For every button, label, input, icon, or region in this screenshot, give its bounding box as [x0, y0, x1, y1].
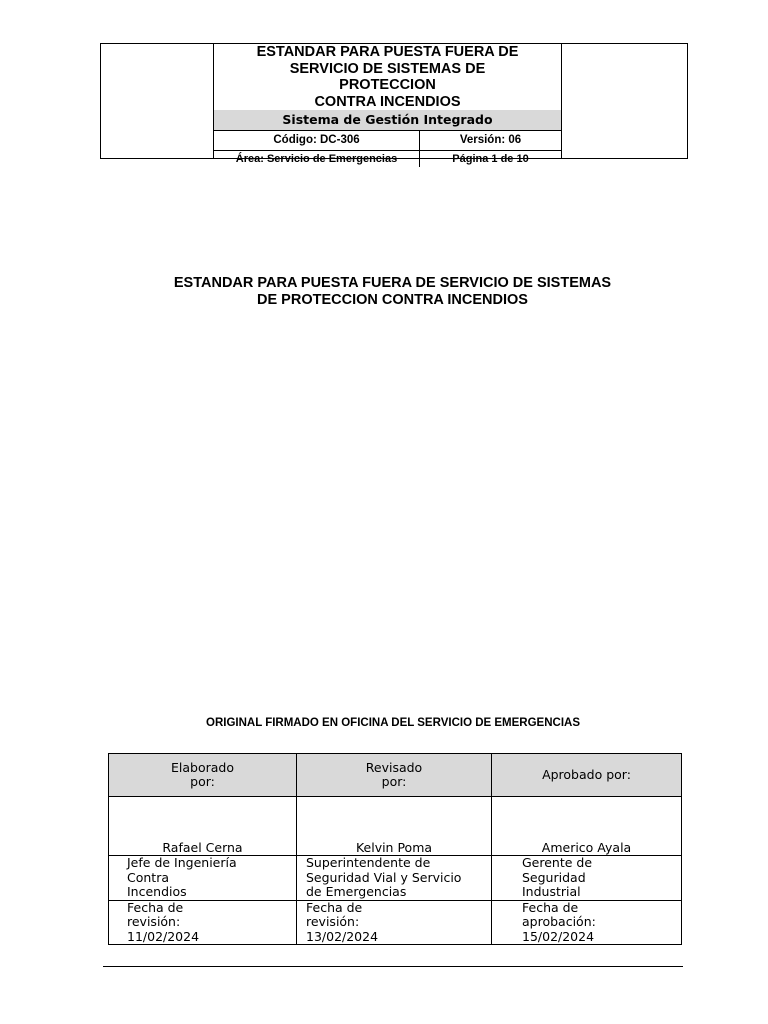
date-revisado: Fecha de revisión: 13/02/2024: [297, 900, 492, 945]
header-version: Versión: 06: [420, 131, 561, 151]
header-page-number: Página 1 de 10: [452, 153, 529, 165]
header-logo-left: [101, 44, 214, 158]
signature-note: ORIGINAL FIRMADO EN OFICINA DEL SERVICIO DE EMERGENCIAS: [206, 717, 580, 729]
document-header: [100, 43, 688, 165]
header-revisado: Revisado por:: [297, 754, 492, 797]
name-revisado: Kelvin Poma: [297, 797, 492, 856]
header-elaborado: Elaborado por:: [109, 754, 297, 797]
table-row: [109, 754, 682, 797]
header-title: ESTANDAR PARA PUESTA FUERA DE SERVICIO DE SISTEMAS DE PROTECCION CONTRA INCENDIOS: [214, 44, 561, 111]
header-aprobado: Aprobado por:: [492, 754, 682, 797]
header-area: Área: Servicio de Emergencias: [214, 151, 420, 167]
position-revisado: Superintendente de Seguridad Vial y Servicio de Emergencias: [297, 856, 492, 901]
table-row: [109, 900, 682, 945]
position-aprobado: Gerente de Seguridad Industrial: [492, 856, 682, 901]
date-elaborado: Fecha de revisión: 11/02/2024: [109, 900, 297, 945]
name-elaborado: Rafael Cerna: [109, 797, 297, 856]
footer-divider: [103, 966, 683, 967]
table-row: [109, 856, 682, 901]
header-system: Sistema de Gestión Integrado: [214, 110, 561, 131]
name-aprobado: Americo Ayala: [492, 797, 682, 856]
header-code: Código: DC-306: [214, 131, 420, 151]
date-aprobado: Fecha de aprobación: 15/02/2024: [492, 900, 682, 945]
signature-table: [108, 753, 682, 945]
header-logo-right: [561, 44, 687, 158]
position-elaborado: Jefe de Ingeniería Contra Incendios: [109, 856, 297, 901]
table-row: [109, 797, 682, 856]
document-title: ESTANDAR PARA PUESTA FUERA DE SERVICIO DE SISTEMAS DE PROTECCION CONTRA INCENDIOS: [173, 275, 612, 308]
